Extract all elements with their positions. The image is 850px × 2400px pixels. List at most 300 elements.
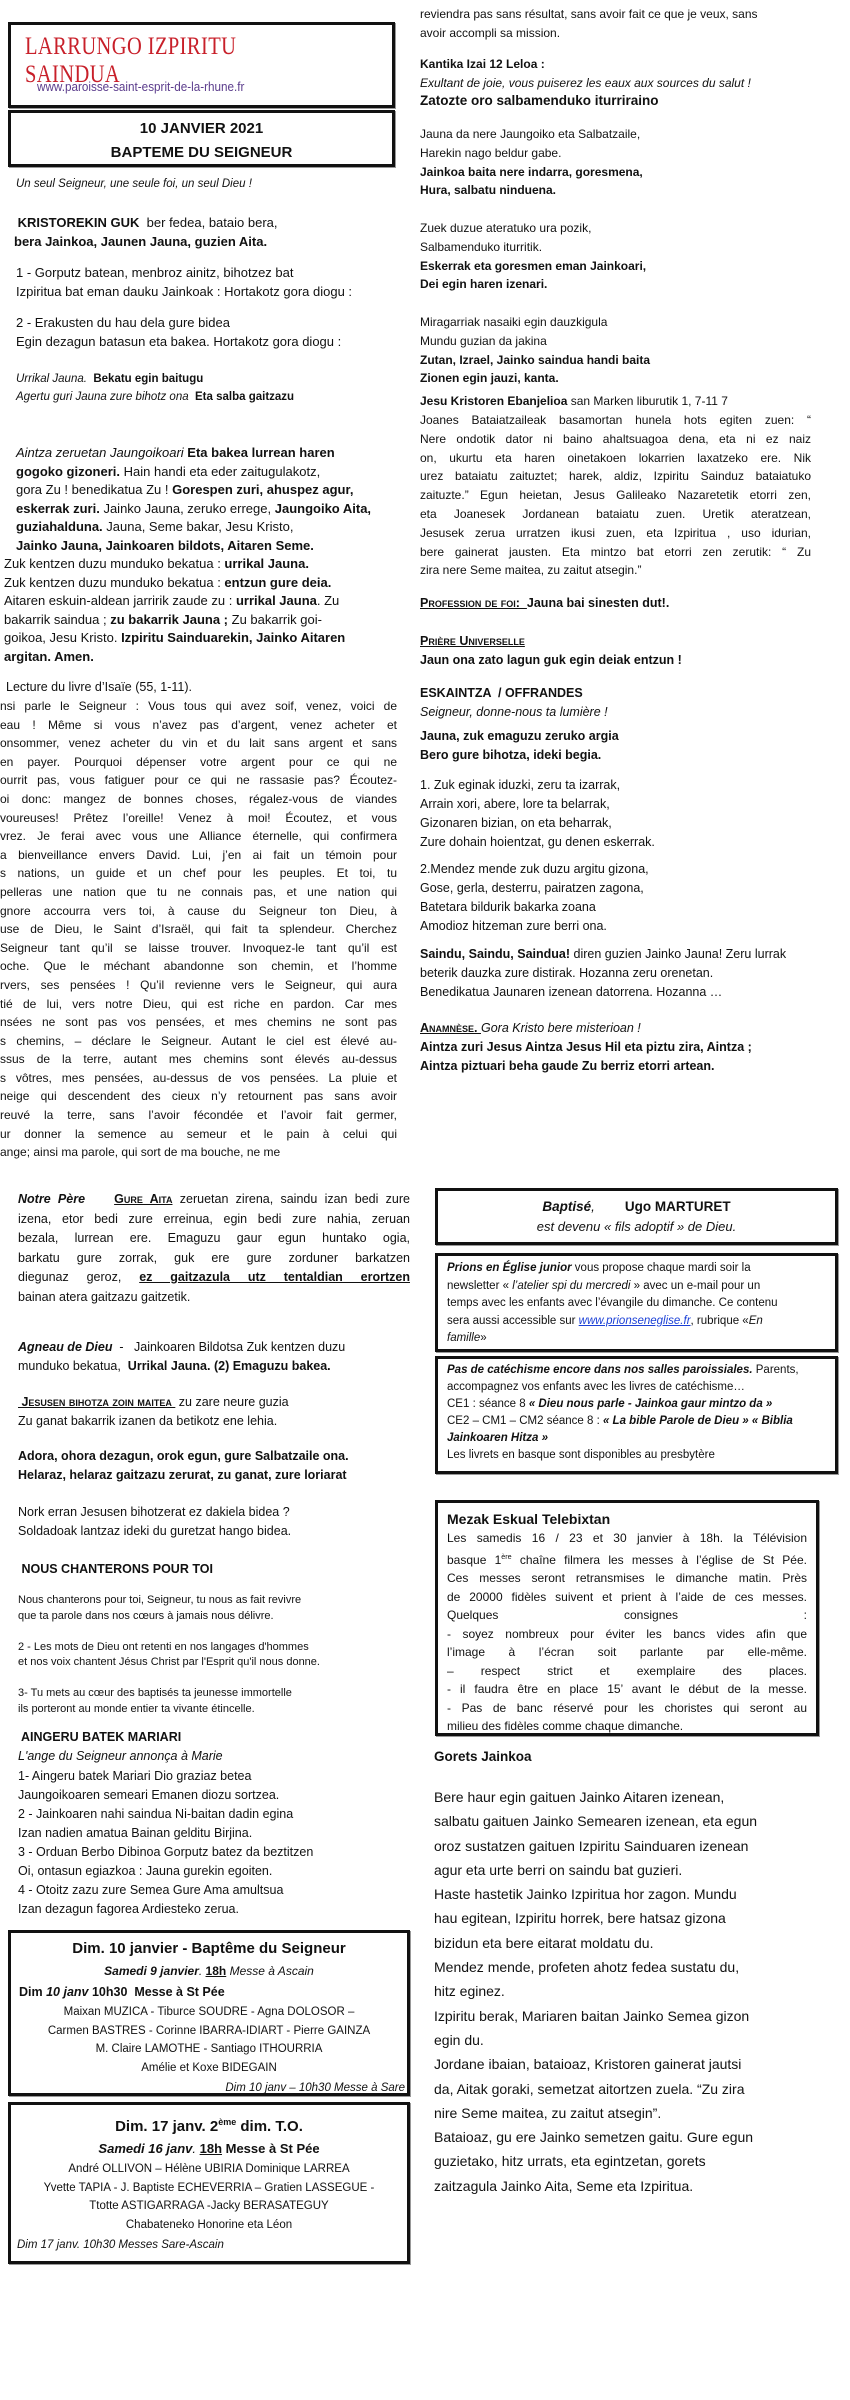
text-line bbox=[4, 592, 345, 611]
text-line bbox=[18, 1747, 223, 1766]
nous-chanterons-title bbox=[18, 1560, 213, 1578]
text-line bbox=[18, 1560, 213, 1578]
text-line: Zuek duzue ateratuko ura pozik, bbox=[420, 220, 592, 235]
text-line: Jordane ibaian, bataioaz, Kristoren gainerat jautsi bbox=[434, 2056, 742, 2073]
text-line: neige qui descendent des cieux n’y retournent pas sans avoir bbox=[0, 1089, 397, 1104]
text-line bbox=[16, 518, 371, 537]
catechisme-text bbox=[447, 1362, 835, 1464]
text-line bbox=[447, 1330, 835, 1348]
text-line: Ces messes seront retransmises le dimanche matin. Près bbox=[447, 1571, 807, 1585]
dim17-title bbox=[11, 2111, 407, 2138]
text-segment: Zu bakarrik goi- bbox=[228, 611, 322, 627]
text-line: Nous chanterons pour toi, Seigneur, tu nous as fait revivre bbox=[18, 1594, 302, 1606]
text-line bbox=[447, 1447, 835, 1464]
text-line: Quelques consignes : bbox=[447, 1608, 807, 1622]
text-line bbox=[447, 1413, 835, 1430]
urrikal-kyrie bbox=[16, 370, 294, 406]
text-segment: Zatozte oro salbamenduko iturriraino bbox=[420, 93, 659, 108]
text-line: reviendra pas sans résultat, sans avoir fait ce que je veux, sans bbox=[420, 7, 758, 21]
text-line bbox=[18, 1249, 410, 1269]
text-line: Gose, gerla, desterru, pairatzen zagona, bbox=[420, 881, 644, 895]
profession-de-foi bbox=[420, 594, 669, 613]
aintza-gloria bbox=[16, 444, 371, 555]
text-segment: Urrikal Jauna. bbox=[16, 373, 94, 385]
text-line: Soldadoak lantzaz ideki du guretzat hango bidea. bbox=[18, 1524, 292, 1538]
text-line: hitz eginez. bbox=[434, 1983, 505, 2000]
text-line: 1- Aingeru batek Mariari Dio graziaz betea bbox=[18, 1769, 252, 1783]
text-line: 2 - Jainkoaren nahi saindua Ni-baitan dadin egina bbox=[18, 1807, 294, 1821]
text-segment: Izpiritu Sainduarekin, Jainko Aitaren bbox=[121, 630, 346, 645]
text-line: s chemins, – déclare le Seigneur. Autant le ciel est élevé au- bbox=[0, 1033, 397, 1048]
text-segment: Samedi 16 janv bbox=[98, 2141, 193, 2156]
text-segment: Anamnèse. bbox=[420, 1021, 481, 1035]
text-line bbox=[18, 1447, 349, 1466]
text-segment: Dim bbox=[19, 1985, 47, 1999]
text-line: 2.Mendez mende zuk duzu argitu gizona, bbox=[420, 862, 649, 876]
text-line: ur donner la semence au semeur et le pain à celui qui bbox=[0, 1126, 397, 1141]
text-line: 2 - Les mots de Dieu ont retenti en nos langages d'hommes bbox=[18, 1640, 309, 1653]
text-segment: zu bakarrik Jauna ; bbox=[110, 611, 229, 627]
text-line: s vôtres, mes pensées, au-dessus de vos pensées. La pluie et bbox=[0, 1070, 397, 1085]
text-segment: Jesusen bihotza zoin maitea bbox=[18, 1395, 176, 1409]
text-segment: goikoa, Jesu Kristo. bbox=[4, 630, 122, 645]
text-line: Amodioz hitzeman zure berri ona. bbox=[420, 919, 607, 933]
text-segment: Jauna, Seme bakar, Jesu Kristo, bbox=[102, 519, 294, 534]
text-segment: » avec un e-mail pour un bbox=[630, 1279, 761, 1292]
text-line: nire Seme maitea, zu zaitut atsegin”. bbox=[434, 2104, 662, 2121]
text-segment: Bekatu egin baitugu bbox=[93, 373, 204, 385]
text-line bbox=[16, 500, 371, 519]
text-line: bezala, lurrean ere. Emaguzu gaur egun huntako ogia, bbox=[18, 1231, 410, 1245]
text-segment: Aintza zeruetan Jaungoikoari bbox=[16, 445, 188, 460]
text-line: Haste hastetik Jainko Izpiritua hor zagon. Mundu bbox=[434, 1886, 737, 1903]
text-line bbox=[18, 1268, 410, 1288]
text-segment: zu zare neure guzia bbox=[175, 1395, 289, 1409]
text-line: Batetara bildurik bakarka zoana bbox=[420, 900, 596, 914]
kantika bbox=[420, 55, 751, 92]
text-line: hau egitean, Izpiritu horrek, bere hatsaz gizona bbox=[434, 1910, 726, 1927]
text-line: – respect strict et exemplaire des places. bbox=[447, 1663, 807, 1678]
text-segment: sera aussi accessible sur bbox=[447, 1314, 579, 1327]
text-segment: Hain handi eta eder zaitugulakotz, bbox=[120, 463, 321, 479]
text-line: Benedikatua Jaunaren izenean datorrena. Hozanna … bbox=[420, 985, 723, 999]
text-line bbox=[19, 1981, 407, 2003]
text-line: on, ukurtu eta haren oinetakoen lokarrien laxatzeko ere. Nik bbox=[420, 450, 811, 465]
text-line bbox=[18, 1338, 345, 1357]
text-line bbox=[447, 1548, 807, 1570]
text-line bbox=[447, 1396, 835, 1413]
mezak-box bbox=[435, 1500, 819, 1736]
priere-universelle bbox=[420, 632, 682, 670]
header-logo-box bbox=[8, 22, 395, 108]
dim17-title-sup: ème bbox=[218, 2117, 237, 2127]
text-line: Yvette TAPIA - J. Baptiste ECHEVERRIA – Gratien LASSEGUE - bbox=[43, 2181, 375, 2194]
baptise-label: Baptisé bbox=[542, 1199, 592, 1214]
text-line: nsi parle le Seigneur : Vous tous qui avez soif, venez, voici de bbox=[0, 699, 397, 713]
text-segment: Gorespen zuri, ahuspez agur, bbox=[172, 482, 354, 497]
verse-2 bbox=[16, 313, 341, 351]
text-line bbox=[4, 611, 345, 630]
verse-1 bbox=[16, 263, 352, 301]
text-segment: munduko bekatua, bbox=[18, 1359, 128, 1373]
text-segment: Eskerrak eta goresmen eman Jainkoari, bbox=[420, 258, 647, 273]
eskaintza bbox=[420, 684, 608, 721]
text-line: Ttotte ASTIGARRAGA -Jacky BERASATEGUY bbox=[89, 2200, 329, 2212]
text-line: pelleras une nation que tu ne connais pas, et une nation qui bbox=[0, 884, 397, 899]
aingeru-title bbox=[18, 1728, 223, 1766]
text-line bbox=[420, 163, 650, 182]
text-line: zaituzte.” Egun heietan, Jesus Galileako Nazaretetik etorri zen, bbox=[420, 488, 811, 503]
website-link[interactable]: www.prionseneglise.fr bbox=[578, 1314, 691, 1327]
text-segment: . bbox=[192, 2141, 200, 2156]
text-segment bbox=[100, 1192, 115, 1206]
text-line: Amélie et Koxe BIDEGAIN bbox=[141, 2061, 277, 2074]
text-segment: Pas de catéchisme encore dans nos salles paroissiales. bbox=[447, 1364, 753, 1376]
text-segment: CE1 : séance 8 bbox=[447, 1398, 529, 1410]
jesusen-bihotza bbox=[18, 1393, 289, 1431]
text-line: ssus de la terre, autant mes chemins sont élevés au-dessus bbox=[0, 1052, 397, 1067]
date: 10 JANVIER 2021 bbox=[139, 120, 264, 137]
text-line bbox=[16, 481, 371, 500]
text-line bbox=[14, 213, 278, 232]
text-segment: ber fedea, bataio bera, bbox=[143, 215, 278, 230]
agneau-de-dieu bbox=[18, 1338, 345, 1376]
text-line: Mendez mende, profeten ahotz fedea sustatu du, bbox=[434, 1959, 740, 1976]
text-line: Jauna da nere Jaungoiko eta Salbatzaile, bbox=[420, 127, 641, 141]
dim10-mass bbox=[11, 1981, 407, 2003]
text-segment: Samedi 9 janvier bbox=[104, 1964, 199, 1978]
aingeru-lyrics bbox=[18, 1767, 313, 1919]
text-segment: Gora Kristo bere misterioan ! bbox=[480, 1021, 641, 1035]
text-line: 1 - Gorputz batean, menbroz ainitz, bihotzez bat bbox=[16, 265, 294, 280]
text-segment: Aintza piztuari beha gaude Zu berriz etorri artean. bbox=[420, 1059, 715, 1073]
text-segment: Un seul Seigneur, une seule foi, un seul Dieu ! bbox=[16, 178, 252, 190]
text-line bbox=[420, 257, 650, 276]
text-line bbox=[420, 275, 650, 294]
text-segment: Zu ganat bakarrik izanen da betikotz ene lehia. bbox=[18, 1414, 278, 1428]
text-line bbox=[420, 1019, 752, 1038]
text-line: s nations, un guide et un chef pour les peuples. Et toi, tu bbox=[0, 866, 397, 881]
text-line bbox=[4, 648, 345, 667]
text-segment: Jainkoaren Hitza » bbox=[447, 1432, 548, 1444]
text-segment: Exultant de joie, vous puiserez les eaux aux sources du salut ! bbox=[420, 75, 751, 90]
text-segment: Jainko Jauna, zeruko errege, bbox=[99, 500, 275, 516]
kristorekin-refrain bbox=[14, 213, 278, 251]
text-segment: entzun gure deia. bbox=[224, 574, 332, 590]
gloria-continued bbox=[4, 555, 345, 666]
text-line: ils porteront au monde entier ta vivante étincelle. bbox=[18, 1702, 255, 1715]
text-line bbox=[16, 463, 371, 482]
text-segment: Aintza zuri Jesus Aintza Jesus Hil eta piztu zira, Aintza ; bbox=[420, 1040, 752, 1054]
saindu bbox=[420, 945, 786, 1002]
text-segment: temps avec les enfants avec l’évangile du dimanche. Ce contenu bbox=[447, 1297, 778, 1309]
text-segment: bera Jainkoa, Jaunen Jauna, guzien Aita. bbox=[14, 234, 268, 249]
notre-pere bbox=[18, 1190, 410, 1307]
text-line: gnore accourra vers toi, à cause du Seigneur ton Dieu, à bbox=[0, 903, 397, 918]
baptise-line: Baptisé, Ugo MARTURET bbox=[542, 1199, 731, 1214]
prions-text bbox=[447, 1260, 835, 1348]
text-line: Izan nadien amatua Bainan gelditu Birjina. bbox=[18, 1826, 253, 1840]
text-line: zaitzagula Jainko Aita, Seme eta Izpiritua. bbox=[434, 2177, 694, 2194]
text-line: Nere ondotik dator ni baino ahaltsuagoa dena, eta ni ez naiz bbox=[420, 431, 811, 446]
text-line bbox=[420, 181, 650, 200]
text-segment: Eta salba gaitzazu bbox=[195, 391, 295, 403]
text-line: a bienveillance envers David. Lui, j’en ai fait un témoin pour bbox=[0, 847, 397, 862]
zatozte bbox=[420, 91, 659, 110]
text-segment: l’atelier spi du mercredi bbox=[512, 1279, 631, 1292]
text-segment: Jauna bai sinesten dut!. bbox=[526, 596, 670, 610]
text-line: M. Claire LAMOTHE - Santiago ITHOURRIA bbox=[95, 2043, 323, 2055]
text-line: - soyez nombreux pour éviter les bancs vides afin que bbox=[447, 1626, 807, 1641]
dim10-box bbox=[8, 1930, 410, 2096]
text-line: Gizonaren bizian, on eta beharrak, bbox=[420, 816, 612, 830]
text-segment: gora Zu ! benedikatua Zu ! bbox=[16, 482, 173, 497]
text-line bbox=[420, 594, 669, 613]
text-segment: Messe à St Pée bbox=[222, 2141, 320, 2156]
text-line bbox=[420, 727, 619, 746]
text-segment: L'ange du Seigneur annonça à Marie bbox=[18, 1749, 223, 1763]
text-line: salbatu gaituen Jainko Semearen izenean, eta egun bbox=[434, 1813, 758, 1830]
text-segment: . bbox=[198, 1964, 206, 1978]
text-segment: Jesu Kristoren Ebanjelioa bbox=[420, 394, 568, 408]
text-segment: 10h30 Messe à St Pée bbox=[88, 1985, 225, 1999]
subtitle bbox=[16, 176, 252, 192]
text-segment: zeruetan zirena, saindu izan bedi zure bbox=[172, 1192, 410, 1206]
text-segment: guziahalduna. bbox=[16, 519, 103, 534]
text-segment: Jainkoa baita nere indarra, goresmena, bbox=[420, 164, 643, 179]
text-line bbox=[16, 388, 294, 406]
text-segment: Notre Père bbox=[18, 1192, 100, 1206]
text-segment: san Marken liburutik 1, 7-11 7 bbox=[567, 394, 728, 408]
text-segment: urrikal Jauna bbox=[235, 593, 317, 608]
text-line bbox=[18, 1671, 320, 1687]
text-line: Egin dezagun batasun eta bakea. Hortakotz gora diogu : bbox=[16, 334, 342, 349]
text-segment: « Dieu nous parle - Jainkoa gaur mintzo da » bbox=[528, 1398, 773, 1410]
text-line: Jesusek zerua urratzen ikusi zuen, eta Izpiritua , uso idurian, bbox=[420, 525, 811, 540]
text-line bbox=[14, 232, 278, 251]
jauna-zuk bbox=[420, 727, 619, 765]
text-segment: Eta bakea lurrean haren bbox=[187, 445, 335, 460]
text-line: Bere haur egin gaituen Jainko Aitaren izenean, bbox=[434, 1789, 725, 1805]
dim10-names bbox=[11, 2003, 407, 2077]
text-line: egin du. bbox=[434, 2031, 484, 2048]
gorets-title: Gorets Jainkoa bbox=[434, 1749, 532, 1764]
text-line: Miragarriak nasaiki egin dauzkigula bbox=[420, 314, 608, 329]
lecture-text bbox=[0, 697, 397, 1162]
text-line bbox=[16, 176, 252, 192]
text-segment: Zutan, Izrael, Jainko saindua handi baita bbox=[420, 352, 651, 367]
text-line bbox=[16, 370, 294, 388]
text-segment: CE2 – CM1 – CM2 séance 8 : bbox=[447, 1415, 603, 1427]
text-line bbox=[18, 1412, 289, 1431]
text-line: l’image à l’écran soit parlante par elle-même. bbox=[447, 1645, 807, 1659]
text-line bbox=[420, 703, 608, 722]
text-line bbox=[18, 1624, 320, 1640]
text-line bbox=[18, 1728, 223, 1747]
text-line: Izpiritu berak, Mariaren baitan Jainko Semea gizon bbox=[434, 2007, 750, 2024]
text-segment: ez gaitzazula utz tentaldian erortzen bbox=[139, 1270, 410, 1284]
text-segment: En bbox=[748, 1314, 763, 1327]
text-line: Zure dohain hoientzat, gu denen eskerrak. bbox=[420, 835, 655, 849]
gospel-title bbox=[420, 392, 728, 411]
dim17-names bbox=[11, 2160, 407, 2234]
dim17-samedi bbox=[11, 2138, 407, 2160]
text-line: use de Dieu, le Saint d’Israël, qui fait ta splendeur. Cherchez bbox=[0, 922, 397, 937]
text-segment: Agertu guri Jauna zure bihotz ona bbox=[16, 391, 196, 403]
text-segment: 18h bbox=[199, 2141, 223, 2156]
text-line bbox=[447, 1278, 835, 1296]
psalm-verses bbox=[420, 125, 650, 388]
text-line: Harekin nago beldur gabe. bbox=[420, 145, 562, 160]
dim10-title: Dim. 10 janvier - Baptême du Seigneur bbox=[72, 1940, 346, 1957]
text-line bbox=[420, 1038, 752, 1057]
text-segment: Gure Aita bbox=[114, 1192, 173, 1206]
text-line: en payer. Pourquoi dépenser votre argent pour ce qui ne bbox=[0, 754, 397, 769]
gospel-text bbox=[420, 411, 811, 580]
text-line: Maixan MUZICA - Tiburce SOUDRE - Agna DOLOSOR – bbox=[63, 2006, 355, 2018]
date-box bbox=[8, 110, 395, 167]
text-line bbox=[18, 1393, 289, 1412]
feast-title: BAPTEME DU SEIGNEUR bbox=[110, 144, 293, 161]
text-line bbox=[11, 1961, 407, 1981]
text-segment: bainan atera gaitzazu gaitzetik. bbox=[18, 1289, 191, 1304]
text-line: 3 - Orduan Berbo Dibinoa Gorputz batez da beztitzen bbox=[18, 1845, 314, 1859]
text-line bbox=[447, 1379, 835, 1396]
text-segment: Messe à Ascain bbox=[226, 1964, 314, 1978]
text-line bbox=[16, 537, 371, 556]
text-segment: basque 1 bbox=[447, 1552, 502, 1567]
text-segment: Bero gure bihotza, ideki begia. bbox=[420, 748, 602, 762]
text-line: 3- Tu mets au cœur des baptisés ta jeunesse immortelle bbox=[18, 1687, 292, 1699]
text-segment: Prière Universelle bbox=[420, 634, 525, 648]
text-line: zira nere Seme maitea, zu zaitut atsegin.” bbox=[420, 563, 642, 578]
text-line bbox=[420, 746, 619, 765]
dim17-box bbox=[8, 2102, 410, 2264]
text-line bbox=[4, 574, 345, 593]
text-segment: 10 janv bbox=[46, 1985, 89, 1999]
parish-logo: LARRUNGO IZPIRITU SAINDUA bbox=[25, 33, 237, 88]
text-line: Carmen BASTRES - Corinne IBARRA-IDIART - Pierre GAINZA bbox=[47, 2024, 371, 2037]
text-segment: bakarrik saindua ; bbox=[4, 611, 111, 627]
text-segment: Hura, salbatu ninduena. bbox=[420, 183, 557, 198]
text-line: eta Joanesek Jordanean bataiatu zuen. Uretik ateratzean, bbox=[420, 506, 811, 521]
text-segment: ESKAINTZA / OFFRANDES bbox=[420, 686, 583, 700]
text-line: da, Aitak goraki, semetzat aitortzen zuela. “Zu zira bbox=[434, 2080, 745, 2097]
mezak-text bbox=[447, 1529, 807, 1736]
text-line bbox=[16, 444, 371, 463]
lecture-end bbox=[420, 5, 758, 42]
text-segment: eskerrak zuri. bbox=[16, 500, 100, 516]
text-line: voureuses! Prêtez l’oreille! Venez à moi! Écoutez, et vous bbox=[0, 810, 397, 825]
text-line bbox=[420, 651, 682, 670]
text-segment: Jauna, zuk emaguzu zeruko argia bbox=[420, 729, 619, 743]
text-line: ourrit pas, vous fatiguer pour ce qui ne rassasie pas? Écoutez- bbox=[0, 773, 397, 788]
text-line bbox=[447, 1260, 835, 1278]
text-segment: Seigneur, donne-nous ta lumière ! bbox=[420, 704, 608, 719]
text-segment: ère bbox=[501, 1551, 512, 1561]
text-line: Jaungoikoaren semeari Emanen diozu sortzea. bbox=[18, 1788, 280, 1802]
dim17-title-a: Dim. 17 janv. 2 bbox=[115, 2118, 219, 2135]
text-line bbox=[447, 1295, 835, 1313]
text-line: Seigneur tant qu’il se laisse trouver. Invoquez-le tant qu’il est bbox=[0, 940, 397, 955]
text-line bbox=[447, 1362, 835, 1379]
text-line bbox=[420, 1057, 752, 1076]
text-line: oche. Que le méchant abandonne son chemin, et l’homme bbox=[0, 959, 397, 974]
text-segment: diren guzien Jainko Jauna! Zeru lurrak bbox=[570, 947, 787, 961]
text-segment: Urrikal Jauna. (2) Emaguzu bakea. bbox=[127, 1359, 331, 1373]
text-segment: gogoko gizoneri. bbox=[16, 463, 120, 479]
text-line: Bataioaz, gu ere Jainko semetzen gaitu. Gure egun bbox=[434, 2129, 754, 2146]
text-line: 2 - Erakusten du hau dela gure bidea bbox=[16, 315, 230, 330]
text-segment: Jaun ona zato lagun guk egin deiak entzun ! bbox=[420, 653, 682, 667]
text-segment: accompagnez vos enfants avec les livres de catéchisme… bbox=[447, 1381, 745, 1393]
text-line: Nork erran Jesusen bihotzerat ez dakiela bidea ? bbox=[18, 1505, 290, 1519]
text-line: Izan dezagun fagorea Ardiesteko zerua. bbox=[18, 1902, 239, 1916]
text-line bbox=[420, 392, 728, 411]
text-segment: newsletter « bbox=[447, 1279, 513, 1292]
text-segment: NOUS CHANTERONS POUR TOI bbox=[18, 1562, 213, 1576]
text-line: - Pas de banc réservé pour les choristes qui seront au bbox=[447, 1700, 807, 1715]
text-segment: urrikal Jauna. bbox=[224, 556, 309, 571]
text-line: nsées ne sont pas vos pensées, et mes chemins ne sont pas bbox=[0, 1015, 397, 1030]
text-segment: diegunaz geroz, bbox=[18, 1270, 140, 1284]
text-line bbox=[420, 369, 650, 388]
text-line: et nos voix chantent Jésus Christ par l'Esprit qu'il nous donne. bbox=[18, 1656, 320, 1668]
text-line: 4 - Otoitz zazu zure Semea Gure Ama amultsua bbox=[18, 1883, 284, 1897]
text-line bbox=[420, 91, 659, 110]
text-line: onsommer, venez acheter du vin et du lait sans argent et sans bbox=[0, 736, 397, 751]
parish-url[interactable]: www.paroisse-saint-esprit-de-la-rhune.fr bbox=[37, 79, 245, 94]
text-segment: Agneau de Dieu bbox=[18, 1340, 113, 1354]
text-line: urez bataiatu zaituztet; harek, aldiz, Izpiritu Sainduz bataiatuko bbox=[420, 469, 811, 484]
catechisme-box bbox=[435, 1356, 838, 1474]
text-segment: vous propose chaque mardi soir la bbox=[571, 1262, 751, 1274]
text-line bbox=[420, 74, 751, 93]
text-line bbox=[4, 629, 345, 648]
text-line: agur eta urte berri on saindu bat guzieri. bbox=[434, 1861, 683, 1878]
text-line: guzietako, hitz urrats, eta egintzetan, gorets bbox=[434, 2153, 706, 2170]
text-line: de 20000 fidèles suivent et prient à l’aide de ces messes. bbox=[447, 1589, 807, 1604]
text-line: Joanes Bataiatzaileak basamortan hunela hots egiten zuen: “ bbox=[420, 413, 811, 427]
text-line: bizidun eta bere eitarat moldatu du. bbox=[434, 1934, 654, 1951]
text-segment: Jaungoiko Aita, bbox=[274, 500, 372, 516]
text-line: tié de lui, vers notre Dieu, qui est riche en pardon. Car mes bbox=[0, 996, 397, 1011]
text-segment: Adora, ohora dezagun, orok egun, gure Salbatzaile ona. bbox=[18, 1449, 349, 1463]
text-segment: Jainko Jauna, Jainkoaren bildots, Aitaren Seme. bbox=[16, 537, 314, 553]
baptised-name: Ugo MARTURET bbox=[624, 1199, 731, 1214]
text-segment: Zionen egin jauzi, kanta. bbox=[420, 371, 559, 386]
text-line: izena, etor bedi zure erreinua, egin bedi zure nahia, zeruan bbox=[18, 1211, 410, 1226]
text-line bbox=[18, 1288, 410, 1308]
nork-erran bbox=[18, 1503, 291, 1541]
text-line bbox=[447, 1430, 835, 1447]
text-segment: barkatu gure zorrak, guk ere gure zorduner barkatzen bbox=[18, 1250, 410, 1265]
dim17-footer: Dim 17 janv. 10h30 Messes Sare-Ascain bbox=[17, 2239, 224, 2251]
mendez-mende bbox=[420, 860, 649, 936]
text-line: oi donc: mangez de bonnes choses, régalez-vous de viandes bbox=[0, 791, 397, 806]
text-segment: Parents, bbox=[752, 1364, 799, 1376]
text-line: Les samedis 16 / 23 et 30 janvier à 18h. la Télévision bbox=[447, 1531, 807, 1545]
text-segment: Prions en Église junior bbox=[447, 1262, 572, 1274]
text-line: reuvé la terre, sans l’avoir fécondée et l’avoir fait germer, bbox=[0, 1108, 397, 1123]
text-segment: Les livrets en basque sont disponibles au presbytère bbox=[447, 1449, 715, 1461]
text-line bbox=[447, 1313, 835, 1331]
text-line: Oi, ontasun egiazkoa : Jauna gurekin egoiten. bbox=[18, 1864, 273, 1878]
text-segment: KRISTOREKIN GUK bbox=[14, 215, 144, 230]
text-line bbox=[18, 1357, 345, 1376]
text-line: André OLLIVON – Hélène UBIRIA Dominique LARREA bbox=[68, 2163, 350, 2175]
text-line bbox=[420, 351, 650, 370]
